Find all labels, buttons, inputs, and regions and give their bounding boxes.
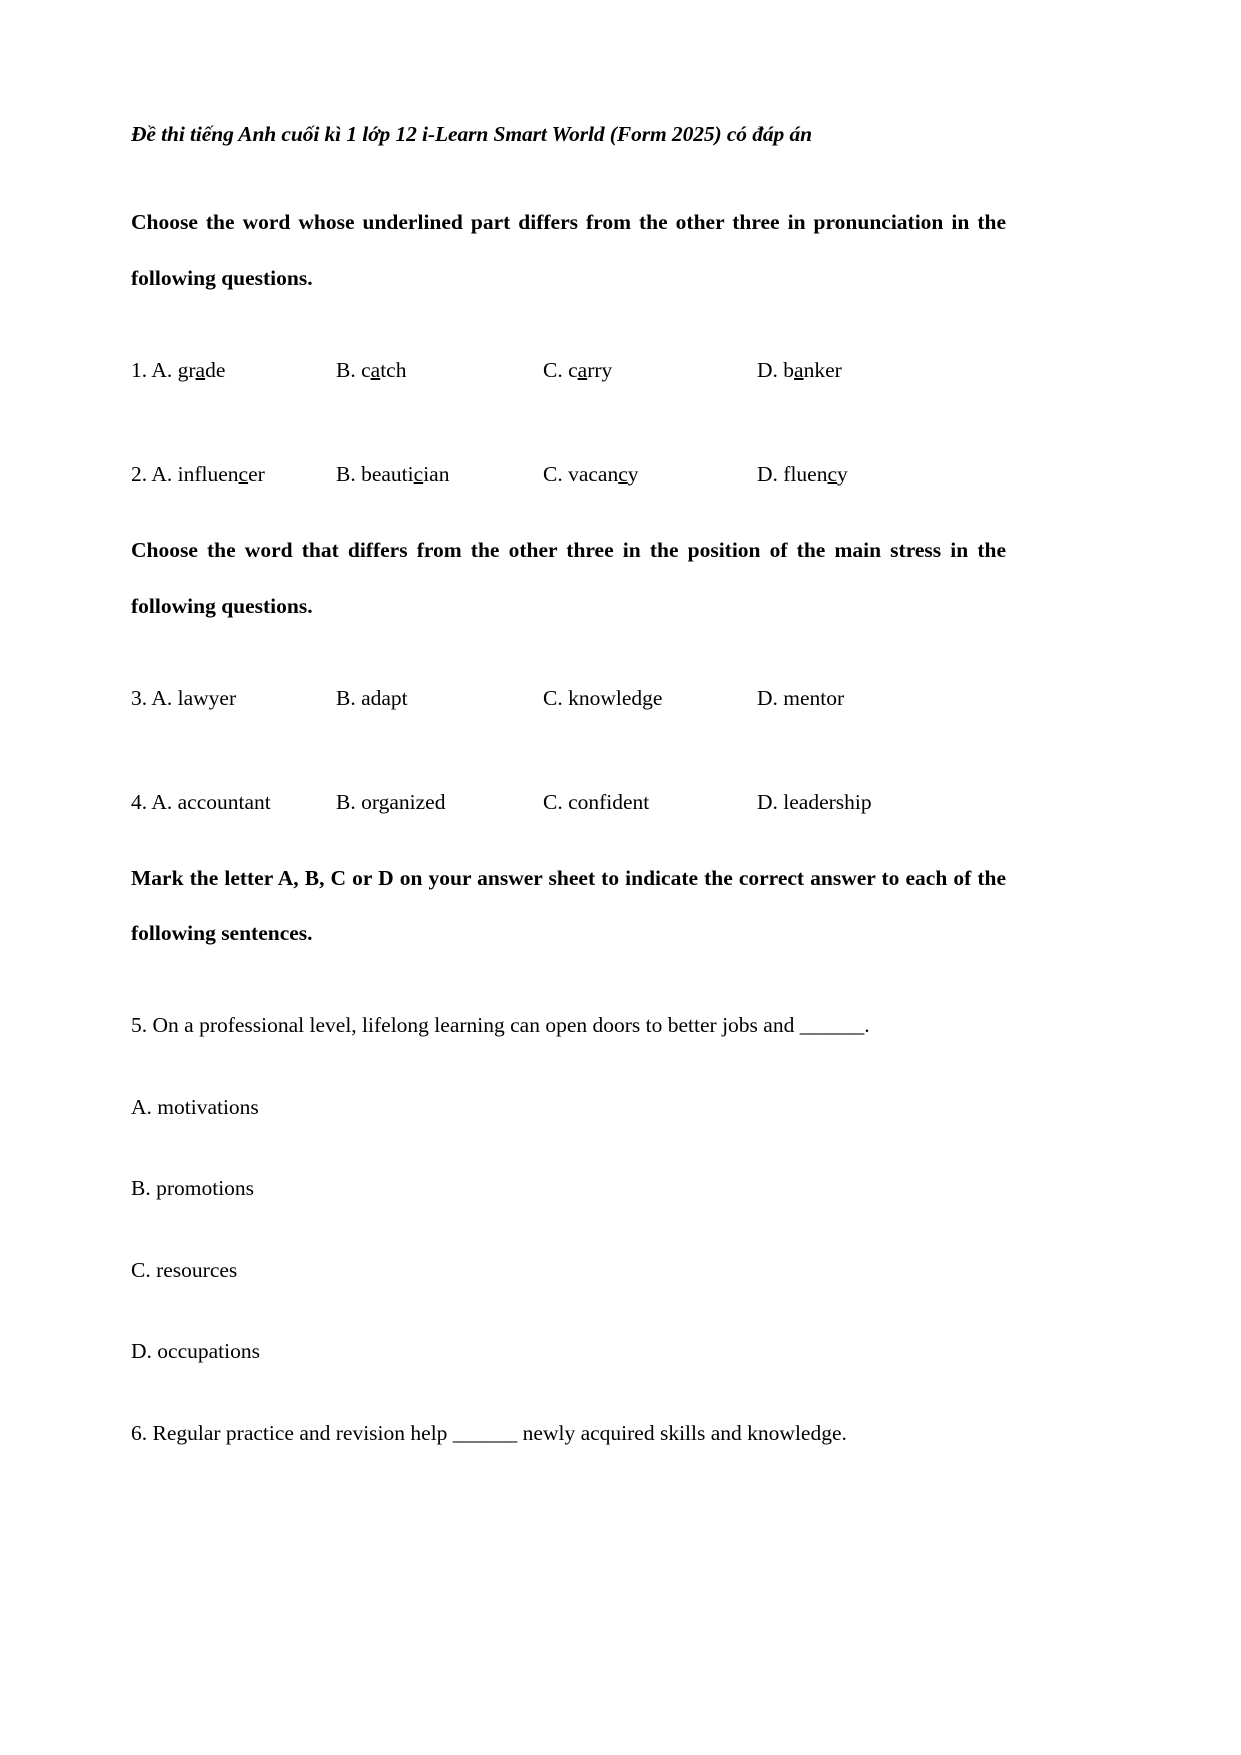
option-text-underlined: a	[195, 357, 206, 382]
question-3-option-b	[336, 685, 408, 710]
spacer	[131, 382, 1006, 464]
option-text-post: rry	[587, 357, 613, 382]
page-title: Đề thi tiếng Anh cuối kì 1 lớp 12 i-Learn Smart World (Form 2025) có đáp án	[131, 122, 812, 146]
option-text-pre: vacan	[568, 461, 619, 486]
question-3-option-c	[543, 685, 663, 710]
question-4-option-d	[757, 789, 872, 814]
question-number: 1.	[131, 357, 148, 382]
option-text-underlined: a	[577, 357, 588, 382]
option-text-underlined: c	[827, 461, 838, 486]
option-label: C.	[543, 357, 563, 382]
instruction-stress: Choose the word that differs from the other three in the position of the main stress in the following questions.	[131, 537, 1006, 618]
option-text-pre: c	[361, 357, 371, 382]
option-label: B.	[336, 685, 356, 710]
spacer	[131, 307, 1006, 360]
option-label: B.	[336, 357, 356, 382]
option-text-post: y	[837, 461, 848, 486]
question-4-option-b	[336, 789, 446, 814]
option-label: C.	[543, 789, 563, 814]
question-number: 4.	[131, 789, 148, 814]
spacer	[131, 1363, 1006, 1423]
option-text: confident	[568, 789, 650, 814]
question-1-option-d	[757, 357, 842, 382]
question-2-option-c	[543, 461, 639, 486]
option-label: D.	[757, 789, 778, 814]
spacer	[131, 962, 1006, 1015]
option-label: D.	[757, 357, 778, 382]
question-5-choice-d: D. occupations	[131, 1339, 260, 1364]
option-text-post: de	[205, 357, 226, 382]
spacer	[131, 635, 1006, 688]
instruction-pronunciation: Choose the word whose underlined part differs from the other three in pronunciation in the following questions.	[131, 210, 1006, 290]
option-text-underlined: c	[618, 461, 628, 486]
option-text-post: er	[248, 461, 265, 486]
question-1-option-b	[336, 357, 407, 382]
option-text: mentor	[783, 685, 845, 710]
question-1-option-c	[543, 357, 613, 382]
option-label: D.	[757, 685, 778, 710]
option-text: adapt	[361, 685, 408, 710]
question-2-option-b	[336, 461, 450, 486]
spacer	[131, 1118, 1006, 1178]
question-5-choice-a: A. motivations	[131, 1094, 259, 1119]
spacer	[131, 1200, 1006, 1260]
question-3-option-d	[757, 685, 845, 710]
spacer	[131, 1037, 1006, 1097]
option-text: organized	[361, 789, 446, 814]
option-text-underlined: c	[413, 461, 424, 486]
question-number: 2.	[131, 461, 148, 486]
option-text: accountant	[177, 789, 271, 814]
question-3-option-a	[131, 685, 237, 710]
option-label: A.	[151, 461, 173, 486]
option-text-post: ian	[423, 461, 450, 486]
question-5-stem: 5. On a professional level, lifelong learning can open doors to better jobs and ______.	[131, 1013, 870, 1038]
question-4-option-c	[543, 789, 650, 814]
question-1-option-a	[131, 357, 226, 382]
question-row-2	[131, 461, 1006, 486]
option-label: A.	[151, 357, 173, 382]
spacer	[131, 710, 1006, 792]
question-2-option-a	[131, 461, 265, 486]
option-text: leadership	[783, 789, 872, 814]
question-row-1	[131, 357, 1006, 382]
option-text-pre: b	[783, 357, 795, 382]
option-text-post: nker	[803, 357, 842, 382]
option-text-underlined: c	[238, 461, 249, 486]
option-text-post: y	[627, 461, 639, 486]
option-text: knowledge	[568, 685, 663, 710]
option-label: B.	[336, 789, 356, 814]
option-text-underlined: a	[794, 357, 804, 382]
question-4-option-a	[131, 789, 271, 814]
option-text-post: tch	[380, 357, 407, 382]
option-text-pre: influen	[177, 461, 239, 486]
option-text-pre: beauti	[361, 461, 414, 486]
option-label: D.	[757, 461, 778, 486]
option-label: C.	[543, 685, 563, 710]
option-text-pre: c	[568, 357, 578, 382]
question-2-option-d	[757, 461, 848, 486]
option-label: A.	[151, 789, 173, 814]
document-body	[131, 120, 1006, 1444]
option-text-pre: fluen	[783, 461, 828, 486]
question-row-4	[131, 789, 1006, 814]
option-text-underlined: a	[370, 357, 381, 382]
question-5-choice-b: B. promotions	[131, 1176, 255, 1201]
question-5-choice-c: C. resources	[131, 1257, 238, 1282]
spacer	[131, 1281, 1006, 1341]
option-label: B.	[336, 461, 356, 486]
question-row-3	[131, 685, 1006, 710]
option-label: A.	[151, 685, 173, 710]
question-6-stem: 6. Regular practice and revision help ______ newly acquired skills and knowledge.	[131, 1420, 847, 1445]
question-number: 3.	[131, 685, 148, 710]
option-label: C.	[543, 461, 563, 486]
option-text-pre: gr	[177, 357, 196, 382]
option-text: lawyer	[177, 685, 237, 710]
instruction-multiple-choice: Mark the letter A, B, C or D on your answer sheet to indicate the correct answer to each of the following sentences.	[131, 865, 1006, 946]
